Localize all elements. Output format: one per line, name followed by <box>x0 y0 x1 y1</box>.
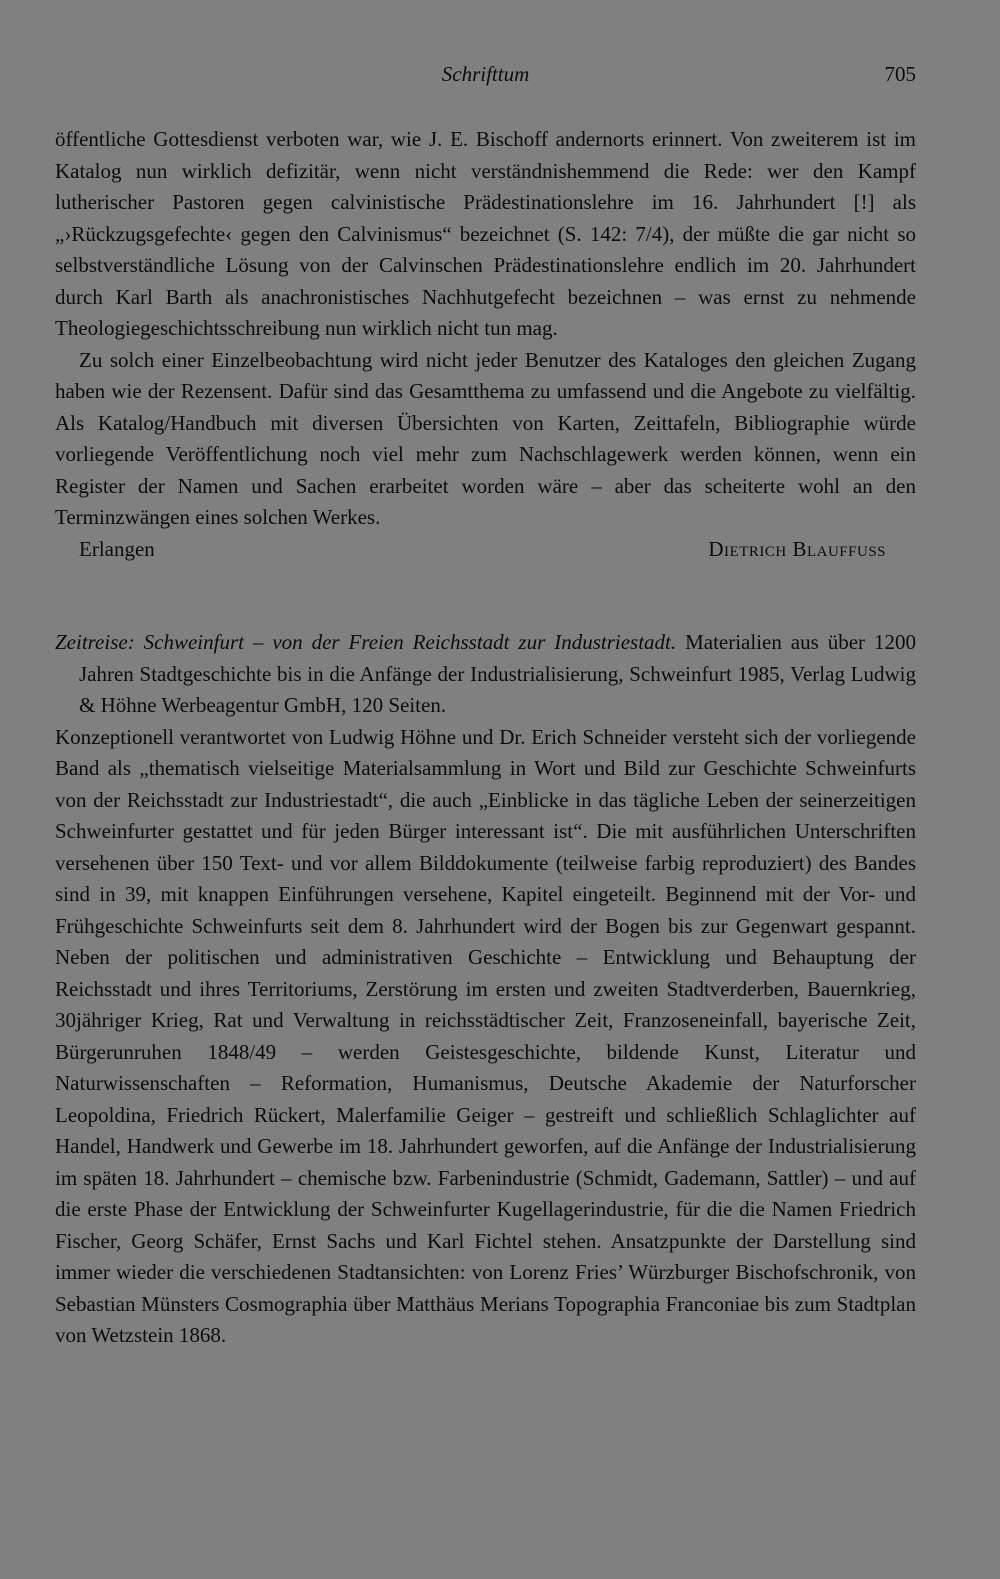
page-content <box>55 124 916 1352</box>
new-review <box>55 627 916 1352</box>
review-place: Erlangen <box>79 536 155 561</box>
book-title: Zeitreise: Schweinfurt – von der Freien Reichsstadt zur Industriestadt. <box>55 630 677 654</box>
page-number: 705 <box>884 62 916 86</box>
review-author: Dietrich Blauffuss <box>708 536 886 561</box>
book-citation <box>55 627 916 722</box>
review-signature <box>55 534 916 566</box>
page-header <box>55 58 916 90</box>
review-body: Konzeptionell verantwortet von Ludwig Höhne und Dr. Erich Schneider versteht sich der vorliegende Band als „thematisch vielseitige Materialsammlung in Wort und Bild zur Geschichte Schweinfurts von der Reichsstadt zur Industriestadt“, die auch „Einblicke in das tägliche Leben der seinerzeitigen Schweinfurter gestattet und für jeden Bürger interessant ist“. Die mit ausführlichen Unterschriften versehenen über 150 Text- und vor allem Bilddokumente (teilweise farbig reproduziert) des Bandes sind in 39, mit knappen Einführungen versehene, Kapitel eingeteilt. Beginnend mit der Vor- und Frühgeschichte Schweinfurts seit dem 8. Jahrhundert wird der Bogen bis zur Gegenwart gespannt. Neben der politischen und administrativen Geschichte – Entwicklung und Behauptung der Reichsstadt und ihres Territoriums, Zerstörung im ersten und zweiten Stadtverderben, Bauernkrieg, 30jähriger Krieg, Rat und Verwaltung in reichsstädtischer Zeit, Franzoseneinfall, bayerische Zeit, Bürgerunruhen 1848/49 – werden Geistesgeschichte, bildende Kunst, Literatur und Naturwissenschaften – Reformation, Humanismus, Deutsche Akademie der Naturforscher Leopoldina, Friedrich Rückert, Malerfamilie Geiger – gestreift und schließlich Schlaglichter auf Handel, Handwerk und Gewerbe im 18. Jahrhundert geworfen, auf die Anfänge der Industrialisierung im späten 18. Jahrhundert – chemische bzw. Farbenindustrie (Schmidt, Gademann, Sattler) – und auf die erste Phase der Entwicklung der Schweinfurter Kugellagerindustrie, für die die Namen Friedrich Fischer, Georg Schäfer, Ernst Sachs und Karl Fichtel stehen. Ansatzpunkte der Darstellung sind immer wieder die verschiedenen Stadtansichten: von Lorenz Fries’ Würzburger Bischofschronik, von Sebastian Münsters Cosmographia über Matthäus Merians Topographia Franconiae bis zum Stadtplan von Wetzstein 1868. <box>55 724 916 1347</box>
book-details: Materialien aus über 1200 Jahren Stadtgeschichte bis in die Anfänge der Industrialisierung, Schweinfurt 1985, Verlag Ludwig & Höhne Werbeagentur GmbH, 120 Seiten. <box>79 630 916 717</box>
running-head: Schrifttum <box>441 62 530 86</box>
review-closing-paragraph: Zu solch einer Einzelbeobachtung wird nicht jeder Benutzer des Kataloges den gleichen Zugang haben wie der Rezensent. Dafür sind das Gesamtthema zu umfassend und die Angebote zu vielfältig. Als Katalog/Handbuch mit diversen Übersichten von Karten, Zeittafeln, Bibliographie würde vorliegende Veröffentlichung noch viel mehr zum Nachschlagewerk werden können, wenn ein Register der Namen und Sachen erarbeitet worden wäre – aber das scheiterte wohl an den Terminzwängen eines solchen Werkes. <box>55 347 916 529</box>
review-continuation-paragraph: öffentliche Gottesdienst verboten war, wie J. E. Bischoff andernorts erinnert. Von zweiterem ist im Katalog nun wirklich defizitär, wenn nicht verständnishemmend die Rede: wer den Kampf lutherischer Pastoren gegen calvinistische Prädestinationslehre im 16. Jahrhundert [!] als „›Rückzugsgefechte‹ gegen den Calvinismus“ bezeichnet (S. 142: 7/4), der müßte die gar nicht so selbstverständliche Lösung von der Calvinschen Prädestinationslehre endlich im 20. Jahrhundert durch Karl Barth als anachronistisches Nachhutgefecht bezeichnen – was ernst zu nehmende Theologiegeschichtsschreibung nun wirklich nicht tun mag. <box>55 127 916 340</box>
